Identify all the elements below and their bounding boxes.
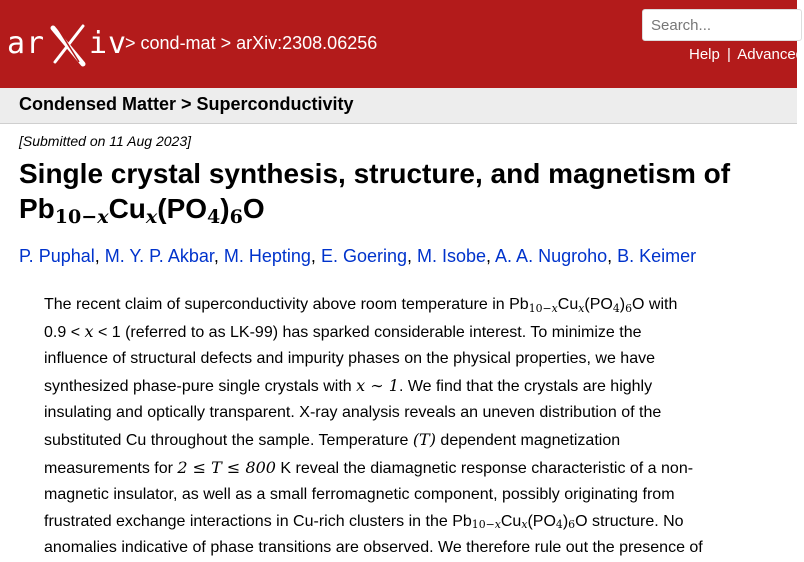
author-link[interactable]: A. A. Nugroho: [495, 246, 608, 266]
author-link[interactable]: M. Y. P. Akbar: [104, 246, 214, 266]
author-separator: ,: [310, 246, 321, 266]
help-links: [689, 46, 804, 63]
abstract-line: 0.9 < x < 1 (referred to as LK-99) has sparked considerable interest. To minimize the: [44, 321, 642, 341]
author-link[interactable]: E. Goering: [320, 246, 407, 266]
logo-text-ar: ar: [7, 26, 46, 61]
arxiv-x-logo-icon: [49, 22, 89, 68]
author-link[interactable]: M. Isobe: [417, 246, 487, 266]
breadcrumb-sep: >: [125, 33, 136, 53]
site-header: [0, 0, 804, 88]
help-separator: |: [727, 46, 731, 63]
inline-formula: $Pb_{10-x}Cu_x(PO_4)_6O$: [452, 512, 588, 532]
abstract-line: magnetic insulator, as well as a small ferromagnetic component, possibly originating from: [44, 486, 675, 504]
abstract-line: frustrated exchange interactions in Cu-rich clusters in the $Pb_{10-x}Cu_x(PO_4)_6O$ structure. No: [44, 512, 684, 532]
subject-bar: [0, 88, 797, 124]
author-separator: ,: [213, 246, 224, 266]
page-title: [19, 156, 789, 226]
abstract-line: The recent claim of superconductivity above room temperature in $Pb_{10-x}Cu_x(PO_4)_6O$ with: [44, 296, 678, 315]
title-formula: $Pb_{10-x}Cu_x(PO_4)_6O$: [19, 193, 265, 228]
abstract-line: anomalies indicative of phase transitions are observed. We therefore rule out the presence of: [44, 539, 703, 557]
abstract-line: synthesized phase-pure single crystals with x ∼ 1. We find that the crystals are highly: [44, 375, 653, 395]
submission-date: [Submitted on 11 Aug 2023]: [19, 133, 192, 149]
logo-text-iv: iv: [89, 26, 128, 61]
title-line-1: Single crystal synthesis, structure, and magnetism of: [19, 158, 731, 189]
author-separator: ,: [486, 246, 496, 266]
author-separator: ,: [94, 246, 105, 266]
author-separator: ,: [607, 246, 618, 266]
breadcrumb-sep: >: [220, 33, 232, 53]
help-link[interactable]: Help: [689, 46, 720, 63]
author-link[interactable]: P. Puphal: [19, 246, 95, 266]
author-separator: ,: [406, 246, 417, 266]
abstract-line: measurements for 2 ≤ T ≤ 800 K reveal the diamagnetic response characteristic of a non-: [44, 457, 694, 477]
abstract-line: substituted Cu throughout the sample. Temperature (T) dependent magnetization: [44, 429, 621, 449]
abstract-line: insulating and optically transparent. X-ray analysis reveals an uneven distribution of the: [44, 404, 662, 422]
author-link[interactable]: M. Hepting: [223, 246, 311, 266]
search-input[interactable]: Search...: [642, 9, 802, 41]
abstract-line: influence of structural defects and impurity phases on the physical properties, we have: [44, 350, 655, 368]
author-link[interactable]: B. Keimer: [617, 246, 697, 266]
breadcrumb-archive-link[interactable]: cond-mat: [140, 33, 216, 53]
author-list: [19, 246, 696, 267]
inline-formula: $Pb_{10-x}Cu_x(PO_4)_6O$: [509, 296, 645, 315]
subject-label: Condensed Matter > Superconductivity: [19, 94, 354, 114]
abstract: [44, 292, 784, 562]
breadcrumb-paper-id[interactable]: arXiv:2308.06256: [236, 33, 378, 53]
advanced-search-link[interactable]: Advanced: [737, 46, 804, 63]
breadcrumb: [125, 33, 377, 54]
